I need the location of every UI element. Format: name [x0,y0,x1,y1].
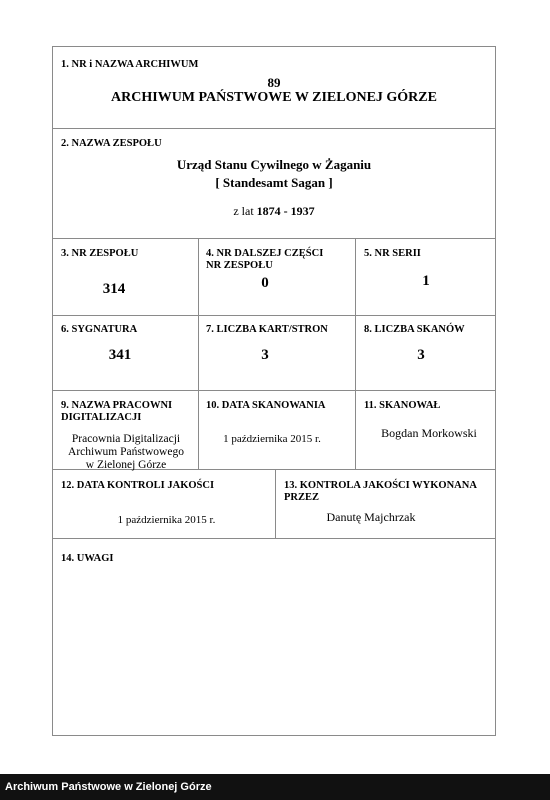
signature-label: 6. SYGNATURA [61,324,138,335]
signature-value: 341 [108,347,132,363]
fonds-name-label: 2. NAZWA ZESPOŁU [61,138,162,149]
page-count-value: 3 [261,347,269,363]
qc-by-value: Danutę Majchrzak [326,510,416,524]
fonds-number-label: 3. NR ZESPOŁU [61,248,139,259]
section-archive [53,47,495,129]
section-scanned-by [356,391,495,470]
section-series [356,239,495,316]
scanned-by-label: 11. SKANOWAŁ [364,400,441,411]
further-part-label-1: 4. NR DALSZEJ CZĘŚCI [206,248,324,259]
scan-date-label: 10. DATA SKANOWANIA [206,400,326,411]
fonds-years [53,204,495,219]
archive-form [52,46,496,736]
digitization-lab-label-1: 9. NAZWA PRACOWNI [61,400,173,411]
qc-by-label-1: 13. KONTROLA JAKOŚCI WYKONANA [284,480,477,491]
digitization-lab-line1: Pracownia Digitalizacji [71,433,181,445]
page-count-label: 7. LICZBA KART/STRON [206,324,328,335]
qc-date-label: 12. DATA KONTROLI JAKOŚCI [61,480,215,491]
section-signature [53,316,199,391]
scan-date-value: 1 października 2015 r. [223,433,321,445]
qc-by-label-2: PRZEZ [284,492,320,503]
section-fonds-number [53,239,199,316]
series-value: 1 [422,273,430,289]
section-scan-date [199,391,356,470]
remarks-label: 14. UWAGI [61,553,114,564]
section-further-part [199,239,356,316]
series-label: 5. NR SERII [364,248,421,259]
footer-bar [0,774,550,800]
section-fonds-name [53,129,495,239]
qc-date-value: 1 października 2015 r. [117,514,216,526]
archive-label: 1. NR i NAZWA ARCHIWUM [61,59,199,70]
digitization-lab-line3: w Zielonej Górze [85,459,167,471]
fonds-years-value: 1874 - 1937 [256,204,315,218]
section-page-count [199,316,356,391]
fonds-name-line1: Urząd Stanu Cywilnego w Żaganiu [176,157,372,172]
further-part-value: 0 [261,275,269,291]
section-qc-by [276,470,495,539]
fonds-number-value: 314 [102,281,126,297]
footer-text: Archiwum Państwowe w Zielonej Górze [5,781,212,793]
section-remarks [53,539,495,735]
fonds-name-line2: [ Standesamt Sagan ] [215,175,333,190]
scanned-by-value: Bogdan Morkowski [381,426,477,440]
digitization-lab-label-2: DIGITALIZACJI [61,412,142,423]
further-part-label-2: NR ZESPOŁU [206,260,273,271]
fonds-years-prefix: z lat [233,204,254,218]
section-digitization-lab [53,391,199,470]
archive-name: ARCHIWUM PAŃSTWOWE W ZIELONEJ GÓRZE [111,90,437,105]
archive-number: 89 [267,75,281,90]
scan-count-label: 8. LICZBA SKANÓW [364,324,465,335]
scan-count-value: 3 [417,347,425,363]
section-scan-count [356,316,495,391]
digitization-lab-line2: Archiwum Państwowego [68,446,184,458]
section-qc-date [53,470,276,539]
